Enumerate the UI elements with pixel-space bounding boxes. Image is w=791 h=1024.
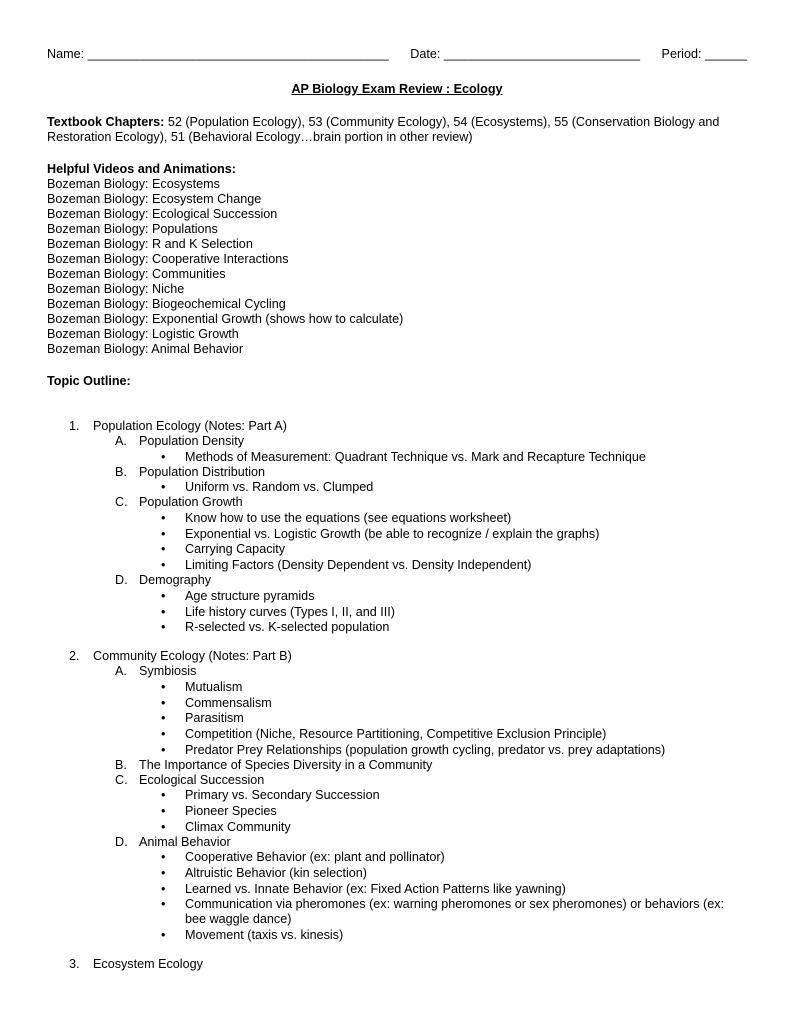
bullet-text: Commensalism: [185, 695, 272, 710]
bullet-item: [139, 480, 747, 495]
bullet-text: Competition (Niche, Resource Partitioning, Competitive Exclusion Principle): [185, 726, 607, 741]
bullet-icon: •: [161, 511, 166, 526]
spacer: [47, 943, 747, 957]
bullet-list: [93, 788, 747, 834]
subtopic-title: [93, 573, 747, 588]
bullet-icon: •: [161, 866, 166, 881]
bullet-icon: •: [161, 819, 166, 834]
video-link[interactable]: Bozeman Biology: Ecological Succession: [47, 207, 278, 221]
video-link[interactable]: Bozeman Biology: Ecosystems: [47, 177, 220, 191]
bullet-list: [93, 511, 747, 573]
topic-label: Community Ecology (Notes: Part B): [93, 649, 292, 664]
bullet-list: [93, 450, 747, 465]
bullet-text: Uniform vs. Random vs. Clumped: [185, 480, 374, 495]
topic-title: [47, 957, 747, 972]
bullet-list: [93, 850, 747, 943]
subtopic-title: [93, 758, 747, 773]
subtopic-item: [93, 664, 747, 757]
bullet-icon: •: [161, 526, 166, 541]
subtopic-item: [93, 835, 747, 943]
bullet-icon: •: [161, 788, 166, 803]
bullet-item: [139, 589, 747, 604]
subtopic-title: [93, 434, 747, 449]
video-link[interactable]: Bozeman Biology: Biogeochemical Cycling: [47, 297, 286, 311]
subtopic-label: Symbiosis: [139, 664, 197, 679]
bullet-list: [93, 480, 747, 495]
bullet-item: [139, 542, 747, 557]
bullet-item: [139, 680, 747, 695]
bullet-icon: •: [161, 711, 166, 726]
bullet-icon: •: [161, 679, 166, 694]
bullet-icon: •: [161, 620, 166, 635]
subtopic-label: Population Growth: [139, 495, 243, 510]
subtopic-item: [93, 465, 747, 496]
bullet-item: [139, 696, 747, 711]
bullet-text: Primary vs. Secondary Succession: [185, 788, 380, 803]
bullet-item: [139, 727, 747, 742]
subtopic-list: [47, 664, 747, 943]
bullet-icon: •: [161, 850, 166, 865]
bullet-text: Methods of Measurement: Quadrant Technique vs. Mark and Recapture Technique: [185, 449, 646, 464]
bullet-icon: •: [161, 695, 166, 710]
bullet-icon: •: [161, 604, 166, 619]
bullet-item: [139, 558, 747, 573]
bullet-icon: •: [161, 742, 166, 757]
bullet-text: Age structure pyramids: [185, 588, 315, 603]
bullet-icon: •: [161, 558, 166, 573]
bullet-text: Learned vs. Innate Behavior (ex: Fixed Action Patterns like yawning): [185, 881, 566, 896]
chapters-text: 52 (Population Ecology), 53 (Community Ecology), 54 (Ecosystems), 55 (Conservation Biology and Restoration Ecology), 51 (Behavioral Ecology…brain portion in other review): [47, 115, 720, 144]
topic-title: [47, 649, 747, 664]
video-link[interactable]: Bozeman Biology: Logistic Growth: [47, 327, 239, 341]
bullet-text: Climax Community: [185, 819, 291, 834]
subtopic-label: The Importance of Species Diversity in a Community: [139, 757, 433, 772]
bullet-text: Know how to use the equations (see equations worksheet): [185, 511, 512, 526]
subtopic-title: [93, 773, 747, 788]
bullet-item: [139, 928, 747, 943]
subtopic-letter: C.: [115, 495, 128, 510]
document-page: [47, 47, 747, 972]
video-link[interactable]: Bozeman Biology: Exponential Growth (shows how to calculate): [47, 312, 404, 326]
bullet-text: R-selected vs. K-selected population: [185, 620, 390, 635]
bullet-icon: •: [161, 897, 166, 912]
bullet-text: Carrying Capacity: [185, 542, 286, 557]
bullet-item: [139, 850, 747, 865]
subtopic-letter: B.: [115, 757, 127, 772]
subtopic-item: [93, 758, 747, 773]
bullet-text: Exponential vs. Logistic Growth (be able to recognize / explain the graphs): [185, 526, 600, 541]
bullet-text: Altruistic Behavior (kin selection): [185, 866, 367, 881]
video-link[interactable]: Bozeman Biology: Populations: [47, 222, 218, 236]
subtopic-label: Population Density: [139, 434, 245, 448]
bullet-item: [139, 605, 747, 620]
video-link[interactable]: Bozeman Biology: Animal Behavior: [47, 342, 244, 356]
bullet-list: [93, 589, 747, 635]
topic-outline: [47, 419, 747, 972]
video-link[interactable]: Bozeman Biology: Ecosystem Change: [47, 192, 262, 206]
bullet-icon: •: [161, 480, 166, 495]
subtopic-list: [47, 434, 747, 635]
video-link[interactable]: Bozeman Biology: R and K Selection: [47, 237, 253, 251]
bullet-item: [139, 620, 747, 635]
subtopic-item: [93, 434, 747, 465]
bullet-item: [139, 743, 747, 758]
bullet-item: [139, 866, 747, 881]
bullet-item: [139, 788, 747, 803]
bullet-item: [139, 511, 747, 526]
period-field: Period: ______: [661, 47, 747, 61]
bullet-icon: •: [161, 542, 166, 557]
bullet-text: Mutualism: [185, 679, 243, 694]
bullet-text: Pioneer Species: [185, 804, 277, 818]
topic-item: [47, 943, 747, 972]
subtopic-title: [93, 835, 747, 850]
bullet-icon: •: [161, 588, 166, 603]
bullet-item: [139, 820, 747, 835]
bullet-item: [139, 450, 747, 465]
bullet-text: Limiting Factors (Density Dependent vs. Density Independent): [185, 558, 532, 573]
topic-label: Ecosystem Ecology: [93, 957, 203, 972]
subtopic-label: Demography: [139, 573, 212, 588]
student-info-line: [47, 47, 747, 62]
subtopic-letter: A.: [115, 434, 127, 448]
subtopic-title: [93, 495, 747, 510]
subtopic-item: [93, 573, 747, 635]
subtopic-letter: D.: [115, 573, 128, 588]
bullet-item: [139, 804, 747, 819]
outline-heading: Topic Outline:: [47, 374, 131, 388]
subtopic-item: [93, 773, 747, 835]
subtopic-label: Ecological Succession: [139, 772, 265, 787]
subtopic-label: Animal Behavior: [139, 834, 231, 849]
topic-item: [47, 635, 747, 943]
bullet-text: Life history curves (Types I, II, and III): [185, 604, 395, 619]
bullet-item: [139, 527, 747, 542]
bullet-item: [139, 897, 747, 927]
subtopic-item: [93, 495, 747, 573]
date-field: Date: ____________________________: [410, 47, 641, 61]
subtopic-letter: B.: [115, 464, 127, 479]
textbook-chapters: [47, 115, 747, 145]
bullet-icon: •: [161, 881, 166, 896]
video-link[interactable]: Bozeman Biology: Communities: [47, 267, 226, 281]
subtopic-letter: A.: [115, 664, 127, 679]
bullet-icon: •: [161, 804, 166, 818]
subtopic-title: [93, 664, 747, 679]
bullet-text: Parasitism: [185, 711, 244, 726]
topic-number: 3.: [69, 957, 80, 972]
bullet-item: [139, 882, 747, 897]
topic-label: Population Ecology (Notes: Part A): [93, 419, 287, 433]
topic-number: 2.: [69, 649, 80, 664]
video-link[interactable]: Bozeman Biology: Niche: [47, 282, 185, 296]
bullet-icon: •: [161, 928, 166, 943]
subtopic-letter: C.: [115, 772, 128, 787]
video-link[interactable]: Bozeman Biology: Cooperative Interactions: [47, 252, 289, 266]
subtopic-letter: D.: [115, 834, 128, 849]
videos-heading: Helpful Videos and Animations:: [47, 162, 236, 176]
subtopic-label: Population Distribution: [139, 464, 266, 479]
subtopic-title: [93, 465, 747, 480]
bullet-icon: •: [161, 449, 166, 464]
bullet-text: Predator Prey Relationships (population growth cycling, predator vs. prey adaptations): [185, 742, 666, 757]
page-title: AP Biology Exam Review : Ecology: [291, 82, 503, 96]
chapters-label: Textbook Chapters:: [47, 115, 165, 129]
name-field: Name: ___________________________________________: [47, 47, 389, 61]
bullet-item: [139, 711, 747, 726]
bullet-text: Cooperative Behavior (ex: plant and pollinator): [185, 850, 445, 865]
topic-number: 1.: [69, 419, 80, 433]
videos-section: [47, 162, 747, 357]
bullet-text: Movement (taxis vs. kinesis): [185, 928, 344, 943]
video-list: [47, 177, 747, 357]
bullet-text: Communication via pheromones (ex: warning pheromones or sex pheromones) or behaviors (ex: bee waggle dance): [185, 897, 724, 927]
topic-item: [47, 419, 747, 635]
bullet-list: [93, 680, 747, 758]
spacer: [47, 635, 747, 649]
bullet-icon: •: [161, 726, 166, 741]
topic-title: [47, 419, 747, 434]
